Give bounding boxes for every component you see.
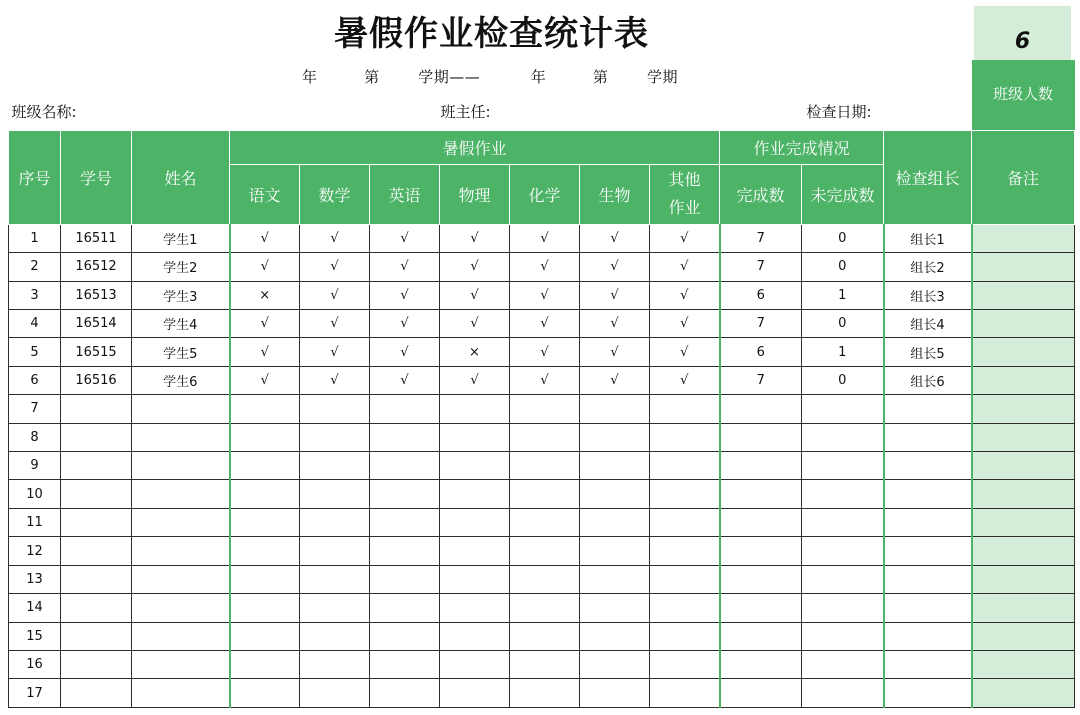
cell-student-id[interactable]: 16513 — [61, 281, 132, 309]
cell-mark-english[interactable] — [370, 565, 440, 593]
cell-mark-english[interactable] — [370, 452, 440, 480]
header-subject-other: 其他作业 — [650, 164, 720, 224]
cell-mark-physics[interactable]: √ — [440, 309, 510, 337]
cell-mark-physics[interactable] — [440, 537, 510, 565]
cell-leader[interactable]: 组长4 — [884, 309, 972, 337]
cell-incomplete[interactable] — [802, 480, 884, 508]
cell-incomplete[interactable]: 0 — [802, 253, 884, 281]
cell-seq[interactable]: 8 — [9, 423, 61, 451]
cell-mark-math[interactable]: √ — [300, 309, 370, 337]
table-row — [9, 309, 1075, 337]
cell-seq[interactable]: 12 — [9, 537, 61, 565]
cell-mark-biology[interactable]: √ — [580, 338, 650, 366]
cell-remark[interactable] — [972, 537, 1075, 565]
cell-leader[interactable] — [884, 480, 972, 508]
cell-remark[interactable] — [972, 366, 1075, 394]
cell-mark-other[interactable] — [650, 537, 720, 565]
cell-completed[interactable]: 6 — [720, 281, 802, 309]
cell-mark-chinese[interactable] — [230, 423, 300, 451]
cell-leader[interactable] — [884, 537, 972, 565]
cell-incomplete[interactable] — [802, 679, 884, 708]
cell-mark-physics[interactable] — [440, 622, 510, 650]
cell-leader[interactable]: 组长2 — [884, 253, 972, 281]
cell-mark-biology[interactable] — [580, 565, 650, 593]
cell-completed[interactable] — [720, 452, 802, 480]
cell-completed[interactable] — [720, 594, 802, 622]
cell-seq[interactable]: 7 — [9, 395, 61, 423]
table-row — [9, 651, 1075, 679]
term-semester-1: 学期—— — [418, 68, 481, 86]
header-leader: 检查组长 — [884, 130, 972, 224]
header-seq: 序号 — [9, 130, 61, 224]
cell-leader[interactable] — [884, 452, 972, 480]
cell-seq[interactable]: 2 — [9, 253, 61, 281]
cell-mark-math[interactable]: √ — [300, 338, 370, 366]
cell-mark-biology[interactable] — [580, 395, 650, 423]
cell-mark-biology[interactable] — [580, 423, 650, 451]
header-subject-math: 数学 — [300, 164, 370, 224]
cell-completed[interactable]: 6 — [720, 338, 802, 366]
cell-name[interactable] — [132, 423, 230, 451]
cell-mark-other[interactable]: √ — [650, 281, 720, 309]
cell-incomplete[interactable] — [802, 651, 884, 679]
cell-completed[interactable] — [720, 679, 802, 708]
cell-mark-biology[interactable]: √ — [580, 224, 650, 252]
cell-leader[interactable] — [884, 423, 972, 451]
cell-seq[interactable]: 15 — [9, 622, 61, 650]
cell-mark-other[interactable] — [650, 565, 720, 593]
term-word-2: 第 — [592, 68, 609, 86]
cell-mark-physics[interactable] — [440, 395, 510, 423]
cell-mark-english[interactable]: √ — [370, 224, 440, 252]
cell-completed[interactable]: 7 — [720, 366, 802, 394]
cell-mark-physics[interactable] — [440, 508, 510, 536]
cell-mark-english[interactable] — [370, 423, 440, 451]
table-row — [9, 423, 1075, 451]
cell-mark-chemistry[interactable] — [510, 622, 580, 650]
cell-mark-other[interactable]: √ — [650, 366, 720, 394]
cell-incomplete[interactable] — [802, 423, 884, 451]
cell-name[interactable]: 学生5 — [132, 338, 230, 366]
cell-student-id[interactable] — [61, 651, 132, 679]
cell-name[interactable] — [132, 480, 230, 508]
cell-mark-english[interactable]: √ — [370, 366, 440, 394]
cell-name[interactable]: 学生2 — [132, 253, 230, 281]
cell-mark-other[interactable] — [650, 423, 720, 451]
cell-leader[interactable] — [884, 508, 972, 536]
cell-remark[interactable] — [972, 651, 1075, 679]
cell-completed[interactable]: 7 — [720, 253, 802, 281]
cell-remark[interactable] — [972, 395, 1075, 423]
cell-mark-chemistry[interactable]: √ — [510, 281, 580, 309]
cell-mark-english[interactable] — [370, 395, 440, 423]
cell-student-id[interactable]: 16514 — [61, 309, 132, 337]
cell-mark-physics[interactable]: × — [440, 338, 510, 366]
cell-completed[interactable] — [720, 395, 802, 423]
cell-incomplete[interactable]: 0 — [802, 224, 884, 252]
cell-mark-chemistry[interactable] — [510, 594, 580, 622]
cell-remark[interactable] — [972, 508, 1075, 536]
cell-mark-physics[interactable] — [440, 565, 510, 593]
cell-mark-physics[interactable] — [440, 651, 510, 679]
header-subject-chinese: 语文 — [230, 164, 300, 224]
cell-mark-math[interactable] — [300, 423, 370, 451]
cell-seq[interactable]: 5 — [9, 338, 61, 366]
header-remark: 备注 — [972, 130, 1075, 224]
term-line — [9, 66, 972, 87]
cell-completed[interactable] — [720, 480, 802, 508]
cell-mark-chinese[interactable]: × — [230, 281, 300, 309]
cell-mark-physics[interactable] — [440, 452, 510, 480]
cell-mark-physics[interactable] — [440, 679, 510, 708]
cell-mark-chinese[interactable]: √ — [230, 366, 300, 394]
cell-remark[interactable] — [972, 594, 1075, 622]
cell-leader[interactable] — [884, 594, 972, 622]
cell-leader[interactable] — [884, 622, 972, 650]
cell-mark-chemistry[interactable] — [510, 452, 580, 480]
cell-remark[interactable] — [972, 253, 1075, 281]
cell-seq[interactable]: 6 — [9, 366, 61, 394]
cell-name[interactable]: 学生4 — [132, 309, 230, 337]
table-row — [9, 565, 1075, 593]
cell-mark-chemistry[interactable] — [510, 679, 580, 708]
cell-mark-chemistry[interactable] — [510, 423, 580, 451]
cell-mark-physics[interactable]: √ — [440, 224, 510, 252]
cell-student-id[interactable]: 16515 — [61, 338, 132, 366]
cell-mark-english[interactable] — [370, 651, 440, 679]
cell-mark-chinese[interactable] — [230, 508, 300, 536]
cell-leader[interactable] — [884, 679, 972, 708]
cell-incomplete[interactable] — [802, 565, 884, 593]
table-row — [9, 338, 1075, 366]
cell-mark-chemistry[interactable] — [510, 651, 580, 679]
cell-leader[interactable] — [884, 395, 972, 423]
cell-mark-biology[interactable] — [580, 537, 650, 565]
cell-mark-math[interactable]: √ — [300, 366, 370, 394]
cell-completed[interactable]: 7 — [720, 309, 802, 337]
table-row — [9, 508, 1075, 536]
cell-leader[interactable]: 组长5 — [884, 338, 972, 366]
cell-remark[interactable] — [972, 452, 1075, 480]
cell-seq[interactable]: 16 — [9, 651, 61, 679]
table-row — [9, 224, 1075, 252]
cell-student-id[interactable] — [61, 537, 132, 565]
cell-student-id[interactable]: 16511 — [61, 224, 132, 252]
cell-completed[interactable] — [720, 622, 802, 650]
cell-incomplete[interactable]: 0 — [802, 309, 884, 337]
cell-mark-chemistry[interactable] — [510, 565, 580, 593]
cell-mark-chinese[interactable] — [230, 537, 300, 565]
table-row — [9, 452, 1075, 480]
table-row — [9, 480, 1075, 508]
cell-mark-biology[interactable]: √ — [580, 309, 650, 337]
table-row — [9, 679, 1075, 708]
cell-mark-physics[interactable]: √ — [440, 253, 510, 281]
cell-mark-physics[interactable] — [440, 423, 510, 451]
cell-remark[interactable] — [972, 565, 1075, 593]
cell-name[interactable] — [132, 651, 230, 679]
cell-student-id[interactable] — [61, 508, 132, 536]
cell-remark[interactable] — [972, 423, 1075, 451]
cell-mark-english[interactable] — [370, 508, 440, 536]
cell-remark[interactable] — [972, 622, 1075, 650]
header-summer-homework: 暑假作业 — [230, 130, 720, 164]
cell-incomplete[interactable] — [802, 452, 884, 480]
table-row — [9, 366, 1075, 394]
cell-completed[interactable] — [720, 423, 802, 451]
cell-incomplete[interactable] — [802, 395, 884, 423]
cell-mark-math[interactable] — [300, 480, 370, 508]
cell-student-id[interactable]: 16512 — [61, 253, 132, 281]
cell-mark-biology[interactable] — [580, 622, 650, 650]
cell-mark-english[interactable] — [370, 480, 440, 508]
cell-mark-other[interactable] — [650, 679, 720, 708]
cell-mark-math[interactable] — [300, 594, 370, 622]
header-name: 姓名 — [132, 130, 230, 224]
cell-mark-other[interactable] — [650, 622, 720, 650]
header-completed: 完成数 — [720, 164, 802, 224]
cell-mark-chemistry[interactable]: √ — [510, 309, 580, 337]
cell-mark-chinese[interactable] — [230, 679, 300, 708]
cell-incomplete[interactable]: 1 — [802, 281, 884, 309]
cell-mark-math[interactable] — [300, 622, 370, 650]
cell-mark-chinese[interactable]: √ — [230, 338, 300, 366]
cell-name[interactable] — [132, 679, 230, 708]
cell-completed[interactable] — [720, 508, 802, 536]
header-subject-english: 英语 — [370, 164, 440, 224]
cell-mark-biology[interactable] — [580, 651, 650, 679]
cell-mark-chinese[interactable] — [230, 395, 300, 423]
cell-seq[interactable]: 1 — [9, 224, 61, 252]
cell-name[interactable] — [132, 622, 230, 650]
cell-mark-chemistry[interactable]: √ — [510, 338, 580, 366]
header-student-id: 学号 — [61, 130, 132, 224]
cell-mark-chinese[interactable] — [230, 622, 300, 650]
cell-mark-physics[interactable] — [440, 480, 510, 508]
table-row — [9, 622, 1075, 650]
cell-completed[interactable]: 7 — [720, 224, 802, 252]
cell-mark-other[interactable] — [650, 395, 720, 423]
cell-incomplete[interactable] — [802, 508, 884, 536]
cell-incomplete[interactable]: 0 — [802, 366, 884, 394]
cell-seq[interactable]: 17 — [9, 679, 61, 708]
cell-mark-chinese[interactable] — [230, 651, 300, 679]
cell-mark-english[interactable]: √ — [370, 338, 440, 366]
header-completion: 作业完成情况 — [720, 130, 884, 164]
cell-seq[interactable]: 10 — [9, 480, 61, 508]
cell-name[interactable] — [132, 594, 230, 622]
cell-mark-chinese[interactable]: √ — [230, 224, 300, 252]
cell-student-id[interactable] — [61, 452, 132, 480]
cell-mark-physics[interactable] — [440, 594, 510, 622]
cell-leader[interactable] — [884, 565, 972, 593]
term-word-1: 第 — [364, 68, 380, 86]
cell-mark-chemistry[interactable] — [510, 480, 580, 508]
cell-mark-chinese[interactable] — [230, 480, 300, 508]
cell-mark-math[interactable] — [300, 679, 370, 708]
cell-name[interactable] — [132, 537, 230, 565]
table-row — [9, 594, 1075, 622]
cell-completed[interactable] — [720, 565, 802, 593]
cell-name[interactable] — [132, 565, 230, 593]
cell-mark-biology[interactable] — [580, 480, 650, 508]
header-incomplete: 未完成数 — [802, 164, 884, 224]
cell-mark-chinese[interactable] — [230, 594, 300, 622]
table-row — [9, 537, 1075, 565]
cell-mark-math[interactable]: √ — [300, 281, 370, 309]
cell-remark[interactable] — [972, 309, 1075, 337]
cell-mark-english[interactable] — [370, 594, 440, 622]
cell-mark-chemistry[interactable] — [510, 537, 580, 565]
cell-mark-other[interactable]: √ — [650, 224, 720, 252]
cell-name[interactable] — [132, 395, 230, 423]
cell-incomplete[interactable]: 1 — [802, 338, 884, 366]
cell-mark-other[interactable]: √ — [650, 253, 720, 281]
cell-mark-biology[interactable]: √ — [580, 253, 650, 281]
cell-mark-chemistry[interactable] — [510, 508, 580, 536]
cell-mark-english[interactable] — [370, 679, 440, 708]
cell-mark-chinese[interactable] — [230, 565, 300, 593]
cell-mark-chemistry[interactable]: √ — [510, 253, 580, 281]
header-subject-chemistry: 化学 — [510, 164, 580, 224]
cell-remark[interactable] — [972, 679, 1075, 708]
cell-mark-english[interactable]: √ — [370, 281, 440, 309]
header-subject-biology: 生物 — [580, 164, 650, 224]
cell-student-id[interactable] — [61, 594, 132, 622]
cell-mark-math[interactable] — [300, 508, 370, 536]
cell-mark-math[interactable]: √ — [300, 224, 370, 252]
cell-mark-english[interactable]: √ — [370, 309, 440, 337]
cell-mark-chinese[interactable] — [230, 452, 300, 480]
cell-mark-chemistry[interactable]: √ — [510, 224, 580, 252]
cell-name[interactable]: 学生6 — [132, 366, 230, 394]
cell-seq[interactable]: 4 — [9, 309, 61, 337]
cell-remark[interactable] — [972, 281, 1075, 309]
cell-mark-biology[interactable]: √ — [580, 366, 650, 394]
homework-check-table — [8, 60, 1075, 708]
cell-mark-physics[interactable]: √ — [440, 281, 510, 309]
check-date-label: 检查日期: — [806, 102, 872, 121]
cell-leader[interactable] — [884, 651, 972, 679]
cell-name[interactable] — [132, 508, 230, 536]
table-row — [9, 253, 1075, 281]
class-size-label: 班级人数 — [972, 60, 1075, 130]
cell-name[interactable] — [132, 452, 230, 480]
term-year-2: 年 — [530, 68, 547, 86]
cell-mark-chinese[interactable]: √ — [230, 309, 300, 337]
cell-completed[interactable] — [720, 537, 802, 565]
term-semester-2: 学期 — [646, 68, 678, 86]
cell-mark-math[interactable] — [300, 395, 370, 423]
cell-name[interactable]: 学生3 — [132, 281, 230, 309]
cell-incomplete[interactable] — [802, 594, 884, 622]
table-header-info — [9, 60, 972, 130]
class-size-value[interactable]: 6 — [974, 6, 1071, 60]
cell-student-id[interactable] — [61, 480, 132, 508]
cell-remark[interactable] — [972, 338, 1075, 366]
table-row — [9, 395, 1075, 423]
cell-seq[interactable]: 11 — [9, 508, 61, 536]
table-row — [9, 281, 1075, 309]
cell-student-id[interactable]: 16516 — [61, 366, 132, 394]
cell-mark-chemistry[interactable]: √ — [510, 366, 580, 394]
cell-mark-chemistry[interactable] — [510, 395, 580, 423]
cell-student-id[interactable] — [61, 565, 132, 593]
cell-leader[interactable]: 组长1 — [884, 224, 972, 252]
cell-mark-physics[interactable]: √ — [440, 366, 510, 394]
class-name-label: 班级名称: — [11, 102, 77, 121]
cell-mark-math[interactable] — [300, 537, 370, 565]
cell-remark[interactable] — [972, 480, 1075, 508]
term-year-1: 年 — [302, 68, 318, 86]
cell-seq[interactable]: 14 — [9, 594, 61, 622]
cell-mark-math[interactable] — [300, 452, 370, 480]
header-subject-physics: 物理 — [440, 164, 510, 224]
cell-mark-math[interactable]: √ — [300, 253, 370, 281]
cell-mark-other[interactable]: √ — [650, 309, 720, 337]
cell-mark-other[interactable]: √ — [650, 338, 720, 366]
cell-mark-chinese[interactable]: √ — [230, 253, 300, 281]
cell-student-id[interactable] — [61, 423, 132, 451]
cell-leader[interactable]: 组长3 — [884, 281, 972, 309]
cell-student-id[interactable] — [61, 622, 132, 650]
cell-mark-biology[interactable] — [580, 452, 650, 480]
cell-seq[interactable]: 3 — [9, 281, 61, 309]
cell-mark-math[interactable] — [300, 565, 370, 593]
cell-mark-biology[interactable] — [580, 594, 650, 622]
cell-student-id[interactable] — [61, 395, 132, 423]
cell-seq[interactable]: 9 — [9, 452, 61, 480]
cell-student-id[interactable] — [61, 679, 132, 708]
cell-mark-math[interactable] — [300, 651, 370, 679]
cell-remark[interactable] — [972, 224, 1075, 252]
cell-mark-english[interactable]: √ — [370, 253, 440, 281]
cell-mark-other[interactable] — [650, 452, 720, 480]
cell-leader[interactable]: 组长6 — [884, 366, 972, 394]
cell-incomplete[interactable] — [802, 537, 884, 565]
cell-seq[interactable]: 13 — [9, 565, 61, 593]
cell-mark-english[interactable] — [370, 622, 440, 650]
cell-incomplete[interactable] — [802, 622, 884, 650]
cell-mark-other[interactable] — [650, 508, 720, 536]
cell-mark-other[interactable] — [650, 651, 720, 679]
cell-completed[interactable] — [720, 651, 802, 679]
teacher-label: 班主任: — [440, 102, 491, 121]
cell-mark-other[interactable] — [650, 480, 720, 508]
cell-mark-biology[interactable] — [580, 679, 650, 708]
cell-mark-english[interactable] — [370, 537, 440, 565]
cell-mark-biology[interactable] — [580, 508, 650, 536]
cell-mark-other[interactable] — [650, 594, 720, 622]
page-title: 暑假作业检查统计表 — [334, 14, 649, 54]
cell-mark-biology[interactable]: √ — [580, 281, 650, 309]
cell-name[interactable]: 学生1 — [132, 224, 230, 252]
